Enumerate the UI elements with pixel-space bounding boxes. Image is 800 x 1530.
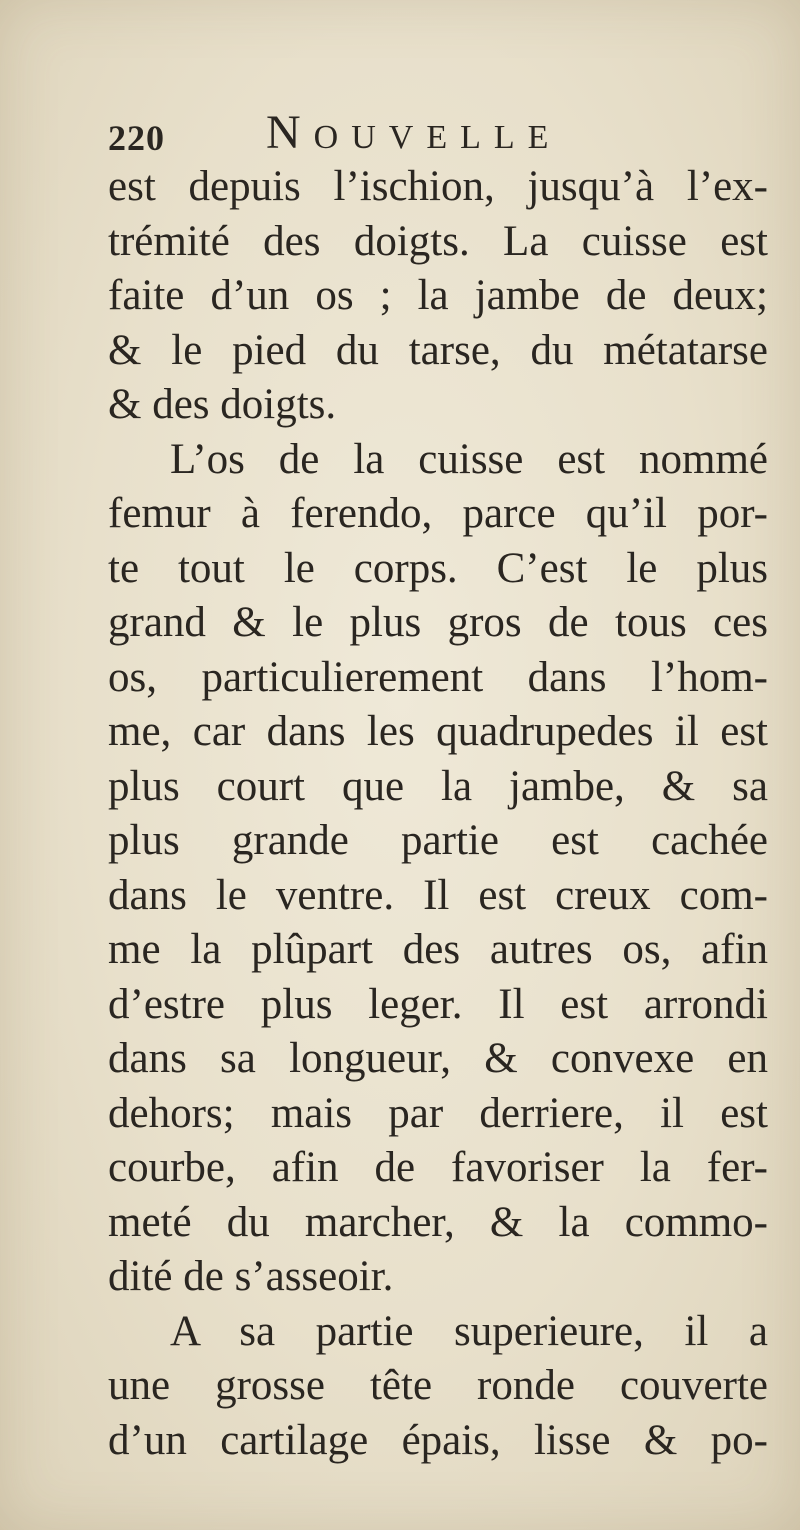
text-line: & des doigts. bbox=[108, 381, 337, 428]
text-line: trémité des doigts. La cuisse est bbox=[108, 217, 768, 265]
text-line: me, car dans les quadrupedes il est bbox=[108, 708, 768, 755]
text-line: te tout le corps. C’est le plus bbox=[108, 544, 768, 592]
text-line: est depuis l’ischion, jusqu’à l’ex- bbox=[108, 163, 768, 210]
text-line: dehors; mais par derriere, il est bbox=[108, 1089, 768, 1137]
running-head bbox=[108, 105, 688, 165]
text-line: dans le ventre. Il est creux com- bbox=[108, 871, 768, 919]
text-line: une grosse tête ronde couverte bbox=[108, 1362, 768, 1409]
running-head-title: Nouvelle bbox=[266, 106, 562, 159]
page-number: 220 bbox=[108, 118, 165, 158]
text-line: dité de s’asseoir. bbox=[108, 1253, 394, 1300]
text-line: me la plûpart des autres os, afin bbox=[108, 926, 768, 973]
text-line: courbe, afin de favoriser la fer- bbox=[108, 1144, 768, 1191]
body-text bbox=[108, 160, 768, 1468]
text-line: faite d’un os ; la jambe de deux; bbox=[108, 272, 768, 319]
text-line: femur à ferendo, parce qu’il por- bbox=[108, 490, 768, 537]
text-line: plus grande partie est cachée bbox=[108, 817, 768, 864]
text-line: os, particulierement dans l’hom- bbox=[108, 653, 768, 701]
text-line: dans sa longueur, & convexe en bbox=[108, 1035, 768, 1082]
text-line: L’os de la cuisse est nommé bbox=[170, 435, 768, 483]
text-line: & le pied du tarse, du métatarse bbox=[108, 326, 768, 374]
text-line: plus court que la jambe, & sa bbox=[108, 762, 768, 810]
text-line: A sa partie superieure, il a bbox=[170, 1307, 768, 1355]
text-line: grand & le plus gros de tous ces bbox=[108, 599, 768, 646]
text-line: meté du marcher, & la commo- bbox=[108, 1198, 768, 1246]
text-line: d’estre plus leger. Il est arrondi bbox=[108, 980, 768, 1028]
text-line: d’un cartilage épais, lisse & po- bbox=[108, 1416, 768, 1464]
